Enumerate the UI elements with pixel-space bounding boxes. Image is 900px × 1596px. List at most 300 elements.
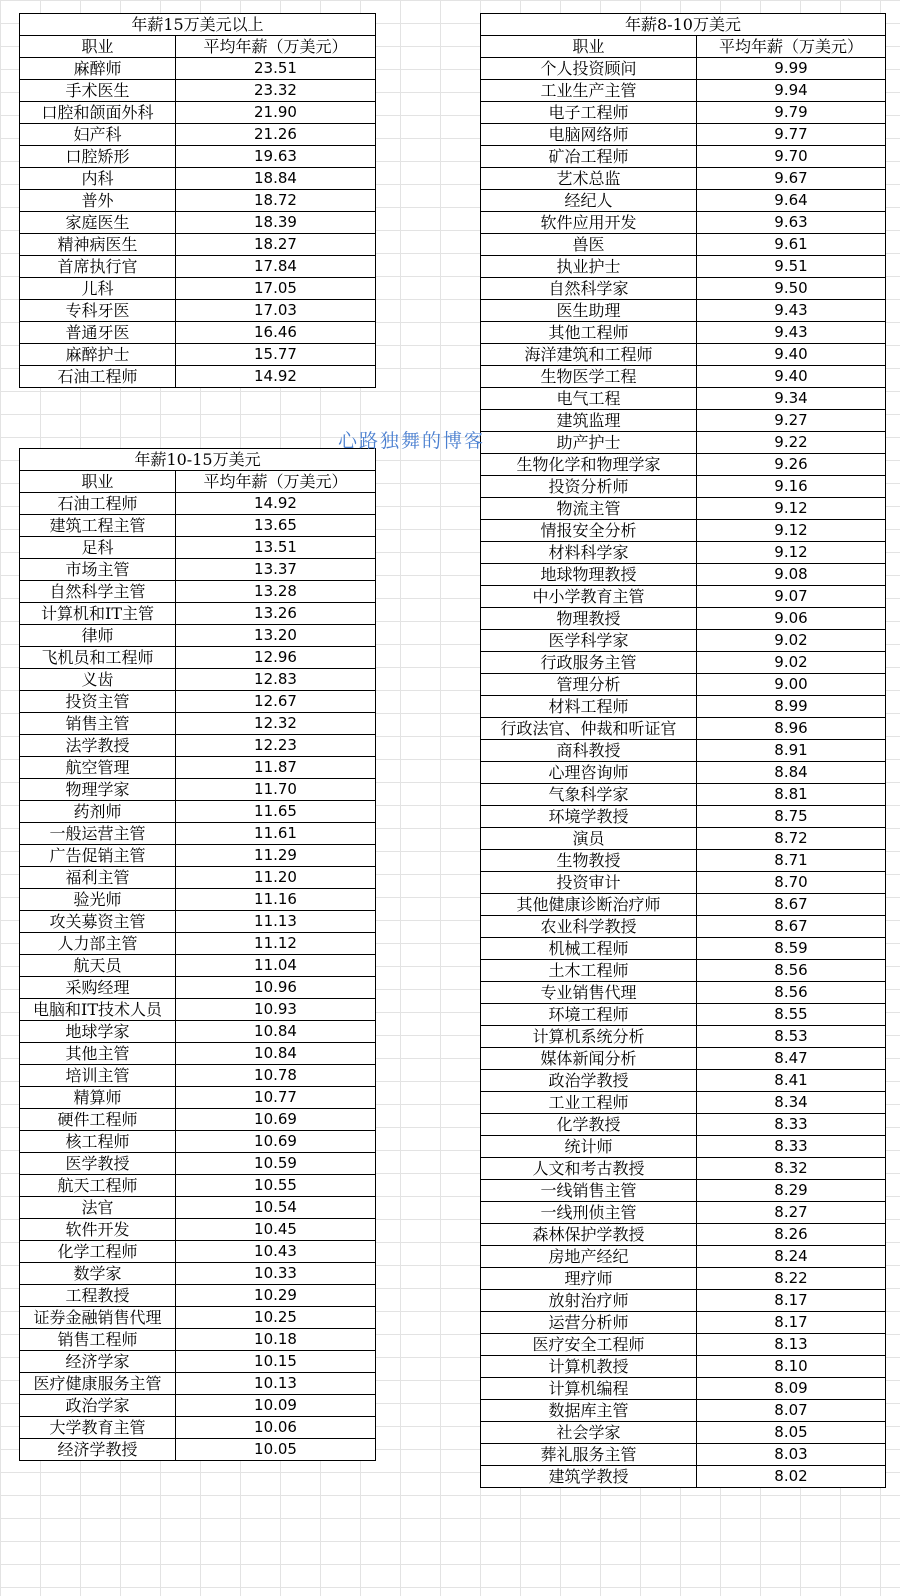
salary-cell: 9.12 — [697, 498, 886, 520]
table-row — [20, 1417, 376, 1439]
table-row — [481, 916, 886, 938]
table-row — [20, 1439, 376, 1461]
table-row — [20, 1219, 376, 1241]
table-row — [481, 762, 886, 784]
table-row — [20, 1065, 376, 1087]
occupation-cell: 森林保护学教授 — [481, 1224, 697, 1246]
occupation-cell: 电脑和IT技术人员 — [20, 999, 176, 1021]
table-row — [481, 674, 886, 696]
occupation-cell: 精神病医生 — [20, 234, 176, 256]
table-row — [20, 493, 376, 515]
occupation-cell: 航天工程师 — [20, 1175, 176, 1197]
salary-cell: 10.93 — [176, 999, 376, 1021]
table-row — [20, 1285, 376, 1307]
salary-cell: 8.27 — [697, 1202, 886, 1224]
salary-cell: 8.56 — [697, 960, 886, 982]
salary-cell: 18.84 — [176, 168, 376, 190]
table-row — [481, 476, 886, 498]
salary-cell: 23.51 — [176, 58, 376, 80]
salary-cell: 12.23 — [176, 735, 376, 757]
salary-table-10-15 — [19, 448, 376, 1461]
salary-cell: 10.15 — [176, 1351, 376, 1373]
salary-cell: 21.26 — [176, 124, 376, 146]
occupation-cell: 药剂师 — [20, 801, 176, 823]
table-row — [20, 1263, 376, 1285]
table-row — [20, 1021, 376, 1043]
salary-cell: 8.67 — [697, 916, 886, 938]
salary-cell: 11.12 — [176, 933, 376, 955]
occupation-cell: 儿科 — [20, 278, 176, 300]
table-row — [20, 581, 376, 603]
salary-cell: 18.39 — [176, 212, 376, 234]
table-row — [20, 102, 376, 124]
occupation-cell: 医疗健康服务主管 — [20, 1373, 176, 1395]
salary-cell: 9.26 — [697, 454, 886, 476]
table-row — [481, 938, 886, 960]
table-row — [481, 1444, 886, 1466]
table-row — [20, 58, 376, 80]
occupation-cell: 生物化学和物理学家 — [481, 454, 697, 476]
occupation-cell: 工程教授 — [20, 1285, 176, 1307]
table-row — [481, 146, 886, 168]
table-row — [20, 1153, 376, 1175]
occupation-cell: 验光师 — [20, 889, 176, 911]
occupation-cell: 机械工程师 — [481, 938, 697, 960]
salary-cell: 8.47 — [697, 1048, 886, 1070]
occupation-cell: 媒体新闻分析 — [481, 1048, 697, 1070]
salary-cell: 9.07 — [697, 586, 886, 608]
salary-cell: 11.65 — [176, 801, 376, 823]
occupation-cell: 物流主管 — [481, 498, 697, 520]
occupation-cell: 一般运营主管 — [20, 823, 176, 845]
table-row — [481, 1356, 886, 1378]
occupation-cell: 家庭医生 — [20, 212, 176, 234]
salary-cell: 11.29 — [176, 845, 376, 867]
occupation-cell: 中小学教育主管 — [481, 586, 697, 608]
occupation-cell: 海洋建筑和工程师 — [481, 344, 697, 366]
salary-cell: 10.25 — [176, 1307, 376, 1329]
salary-cell: 9.77 — [697, 124, 886, 146]
table-row — [481, 520, 886, 542]
table-row — [20, 278, 376, 300]
occupation-cell: 经济学教授 — [20, 1439, 176, 1461]
occupation-cell: 投资审计 — [481, 872, 697, 894]
table-row — [481, 80, 886, 102]
table-row — [481, 828, 886, 850]
salary-cell: 13.28 — [176, 581, 376, 603]
occupation-cell: 土木工程师 — [481, 960, 697, 982]
table-row — [20, 1087, 376, 1109]
table-row — [20, 212, 376, 234]
occupation-cell: 建筑工程主管 — [20, 515, 176, 537]
salary-cell: 8.84 — [697, 762, 886, 784]
table-row — [20, 1351, 376, 1373]
occupation-cell: 麻醉师 — [20, 58, 176, 80]
salary-cell: 10.69 — [176, 1131, 376, 1153]
salary-cell: 9.94 — [697, 80, 886, 102]
salary-cell: 17.05 — [176, 278, 376, 300]
table-row — [481, 212, 886, 234]
occupation-cell: 法官 — [20, 1197, 176, 1219]
occupation-cell: 环境工程师 — [481, 1004, 697, 1026]
occupation-cell: 医生助理 — [481, 300, 697, 322]
table-row — [481, 1224, 886, 1246]
table-row — [481, 1466, 886, 1488]
table-row — [481, 894, 886, 916]
table-title-row — [20, 14, 376, 36]
occupation-cell: 个人投资顾问 — [481, 58, 697, 80]
salary-cell: 9.40 — [697, 344, 886, 366]
salary-cell: 8.24 — [697, 1246, 886, 1268]
occupation-cell: 计算机编程 — [481, 1378, 697, 1400]
salary-cell: 8.56 — [697, 982, 886, 1004]
salary-cell: 10.45 — [176, 1219, 376, 1241]
table-row — [20, 889, 376, 911]
table-row — [20, 1131, 376, 1153]
salary-cell: 12.96 — [176, 647, 376, 669]
occupation-cell: 大学教育主管 — [20, 1417, 176, 1439]
occupation-cell: 建筑学教授 — [481, 1466, 697, 1488]
table-row — [481, 1070, 886, 1092]
salary-cell: 9.43 — [697, 300, 886, 322]
salary-cell: 9.02 — [697, 630, 886, 652]
occupation-cell: 地球学家 — [20, 1021, 176, 1043]
salary-cell: 8.22 — [697, 1268, 886, 1290]
occupation-cell: 助产护士 — [481, 432, 697, 454]
table-row — [20, 625, 376, 647]
occupation-cell: 妇产科 — [20, 124, 176, 146]
column-header-salary: 平均年薪（万美元） — [176, 36, 376, 58]
occupation-cell: 行政服务主管 — [481, 652, 697, 674]
occupation-cell: 演员 — [481, 828, 697, 850]
occupation-cell: 行政法官、仲裁和听证官 — [481, 718, 697, 740]
occupation-cell: 其他主管 — [20, 1043, 176, 1065]
occupation-cell: 普通牙医 — [20, 322, 176, 344]
table-row — [481, 960, 886, 982]
occupation-cell: 其他健康诊断治疗师 — [481, 894, 697, 916]
occupation-cell: 麻醉护士 — [20, 344, 176, 366]
occupation-cell: 广告促销主管 — [20, 845, 176, 867]
occupation-cell: 化学工程师 — [20, 1241, 176, 1263]
occupation-cell: 攻关募资主管 — [20, 911, 176, 933]
table-header-row — [20, 36, 376, 58]
table-row — [481, 806, 886, 828]
table-row — [20, 1197, 376, 1219]
salary-cell: 13.65 — [176, 515, 376, 537]
column-header-salary: 平均年薪（万美元） — [697, 36, 886, 58]
occupation-cell: 社会学家 — [481, 1422, 697, 1444]
table-row — [20, 1175, 376, 1197]
table-row — [481, 278, 886, 300]
salary-cell: 9.70 — [697, 146, 886, 168]
occupation-cell: 自然科学家 — [481, 278, 697, 300]
salary-cell: 8.59 — [697, 938, 886, 960]
salary-cell: 10.05 — [176, 1439, 376, 1461]
occupation-cell: 首席执行官 — [20, 256, 176, 278]
salary-cell: 10.18 — [176, 1329, 376, 1351]
table-row — [20, 1307, 376, 1329]
table-title: 年薪8-10万美元 — [481, 14, 886, 36]
occupation-cell: 医学教授 — [20, 1153, 176, 1175]
table-row — [481, 630, 886, 652]
salary-cell: 21.90 — [176, 102, 376, 124]
salary-cell: 11.16 — [176, 889, 376, 911]
salary-cell: 8.99 — [697, 696, 886, 718]
occupation-cell: 管理分析 — [481, 674, 697, 696]
occupation-cell: 培训主管 — [20, 1065, 176, 1087]
table-row — [20, 801, 376, 823]
salary-cell: 8.71 — [697, 850, 886, 872]
salary-cell: 13.26 — [176, 603, 376, 625]
occupation-cell: 法学教授 — [20, 735, 176, 757]
occupation-cell: 放射治疗师 — [481, 1290, 697, 1312]
table-row — [20, 190, 376, 212]
occupation-cell: 航空管理 — [20, 757, 176, 779]
salary-cell: 8.81 — [697, 784, 886, 806]
salary-cell: 10.13 — [176, 1373, 376, 1395]
salary-cell: 9.40 — [697, 366, 886, 388]
occupation-cell: 投资主管 — [20, 691, 176, 713]
occupation-cell: 数学家 — [20, 1263, 176, 1285]
occupation-cell: 飞机员和工程师 — [20, 647, 176, 669]
table-row — [20, 322, 376, 344]
occupation-cell: 心理咨询师 — [481, 762, 697, 784]
salary-cell: 9.16 — [697, 476, 886, 498]
salary-cell: 9.43 — [697, 322, 886, 344]
table-row — [20, 1241, 376, 1263]
occupation-cell: 投资分析师 — [481, 476, 697, 498]
table-row — [481, 388, 886, 410]
salary-cell: 9.12 — [697, 520, 886, 542]
table-row — [481, 322, 886, 344]
occupation-cell: 软件应用开发 — [481, 212, 697, 234]
salary-cell: 8.96 — [697, 718, 886, 740]
salary-cell: 10.09 — [176, 1395, 376, 1417]
table-header-row — [20, 471, 376, 493]
occupation-cell: 数据库主管 — [481, 1400, 697, 1422]
salary-cell: 14.92 — [176, 493, 376, 515]
table-row — [481, 410, 886, 432]
salary-cell: 11.13 — [176, 911, 376, 933]
occupation-cell: 兽医 — [481, 234, 697, 256]
salary-cell: 9.61 — [697, 234, 886, 256]
salary-cell: 8.17 — [697, 1290, 886, 1312]
salary-cell: 10.55 — [176, 1175, 376, 1197]
table-row — [20, 933, 376, 955]
occupation-cell: 口腔矫形 — [20, 146, 176, 168]
blog-watermark: 心路独舞的博客 — [338, 430, 486, 452]
occupation-cell: 气象科学家 — [481, 784, 697, 806]
table-row — [20, 779, 376, 801]
occupation-cell: 经济学家 — [20, 1351, 176, 1373]
occupation-cell: 石油工程师 — [20, 493, 176, 515]
occupation-cell: 核工程师 — [20, 1131, 176, 1153]
table-row — [481, 586, 886, 608]
occupation-cell: 矿冶工程师 — [481, 146, 697, 168]
table-row — [481, 256, 886, 278]
table-row — [481, 168, 886, 190]
occupation-cell: 一线销售主管 — [481, 1180, 697, 1202]
occupation-cell: 物理学家 — [20, 779, 176, 801]
salary-cell: 9.99 — [697, 58, 886, 80]
salary-cell: 8.07 — [697, 1400, 886, 1422]
table-row — [20, 603, 376, 625]
occupation-cell: 义齿 — [20, 669, 176, 691]
table-row — [20, 845, 376, 867]
salary-cell: 15.77 — [176, 344, 376, 366]
table-row — [481, 850, 886, 872]
table-row — [481, 432, 886, 454]
table-row — [20, 669, 376, 691]
occupation-cell: 工业工程师 — [481, 1092, 697, 1114]
occupation-cell: 市场主管 — [20, 559, 176, 581]
salary-cell: 10.77 — [176, 1087, 376, 1109]
table-title-row — [481, 14, 886, 36]
salary-cell: 18.27 — [176, 234, 376, 256]
occupation-cell: 软件开发 — [20, 1219, 176, 1241]
occupation-cell: 葬礼服务主管 — [481, 1444, 697, 1466]
table-row — [481, 1092, 886, 1114]
table-row — [20, 146, 376, 168]
salary-cell: 8.03 — [697, 1444, 886, 1466]
table-row — [481, 1158, 886, 1180]
salary-cell: 8.13 — [697, 1334, 886, 1356]
salary-cell: 9.51 — [697, 256, 886, 278]
table-row — [481, 58, 886, 80]
table-row — [20, 80, 376, 102]
salary-cell: 9.06 — [697, 608, 886, 630]
occupation-cell: 口腔和颌面外科 — [20, 102, 176, 124]
occupation-cell: 律师 — [20, 625, 176, 647]
table-row — [481, 872, 886, 894]
salary-cell: 8.34 — [697, 1092, 886, 1114]
column-header-salary: 平均年薪（万美元） — [176, 471, 376, 493]
occupation-cell: 政治学教授 — [481, 1070, 697, 1092]
occupation-cell: 医学科学家 — [481, 630, 697, 652]
occupation-cell: 计算机系统分析 — [481, 1026, 697, 1048]
table-row — [481, 1114, 886, 1136]
table-row — [481, 1334, 886, 1356]
table-row — [20, 366, 376, 388]
table-header-row — [481, 36, 886, 58]
occupation-cell: 人文和考古教授 — [481, 1158, 697, 1180]
salary-cell: 9.02 — [697, 652, 886, 674]
salary-cell: 8.41 — [697, 1070, 886, 1092]
salary-cell: 8.32 — [697, 1158, 886, 1180]
table-row — [20, 1043, 376, 1065]
occupation-cell: 农业科学教授 — [481, 916, 697, 938]
salary-cell: 8.05 — [697, 1422, 886, 1444]
salary-cell: 8.09 — [697, 1378, 886, 1400]
table-row — [481, 718, 886, 740]
table-row — [481, 696, 886, 718]
salary-cell: 14.92 — [176, 366, 376, 388]
salary-cell: 9.34 — [697, 388, 886, 410]
salary-cell: 19.63 — [176, 146, 376, 168]
occupation-cell: 统计师 — [481, 1136, 697, 1158]
occupation-cell: 精算师 — [20, 1087, 176, 1109]
table-row — [20, 691, 376, 713]
table-row — [20, 735, 376, 757]
salary-cell: 9.12 — [697, 542, 886, 564]
salary-cell: 8.02 — [697, 1466, 886, 1488]
salary-cell: 11.70 — [176, 779, 376, 801]
occupation-cell: 专业销售代理 — [481, 982, 697, 1004]
table-row — [481, 1268, 886, 1290]
occupation-cell: 建筑监理 — [481, 410, 697, 432]
occupation-cell: 材料工程师 — [481, 696, 697, 718]
salary-cell: 9.79 — [697, 102, 886, 124]
salary-cell: 9.63 — [697, 212, 886, 234]
column-header-occupation: 职业 — [481, 36, 697, 58]
occupation-cell: 人力部主管 — [20, 933, 176, 955]
salary-cell: 10.96 — [176, 977, 376, 999]
salary-cell: 12.83 — [176, 669, 376, 691]
occupation-cell: 足科 — [20, 537, 176, 559]
salary-cell: 10.78 — [176, 1065, 376, 1087]
occupation-cell: 运营分析师 — [481, 1312, 697, 1334]
occupation-cell: 一线刑侦主管 — [481, 1202, 697, 1224]
salary-cell: 9.00 — [697, 674, 886, 696]
table-row — [20, 1329, 376, 1351]
salary-cell: 10.06 — [176, 1417, 376, 1439]
table-row — [481, 542, 886, 564]
table-title-row — [20, 449, 376, 471]
table-row — [20, 955, 376, 977]
table-row — [20, 168, 376, 190]
salary-cell: 10.33 — [176, 1263, 376, 1285]
salary-cell: 11.61 — [176, 823, 376, 845]
table-row — [481, 608, 886, 630]
table-row — [481, 1048, 886, 1070]
salary-cell: 8.33 — [697, 1114, 886, 1136]
table-row — [20, 977, 376, 999]
salary-cell: 8.55 — [697, 1004, 886, 1026]
occupation-cell: 电子工程师 — [481, 102, 697, 124]
occupation-cell: 销售主管 — [20, 713, 176, 735]
table-title: 年薪10-15万美元 — [20, 449, 376, 471]
table-row — [481, 1422, 886, 1444]
table-row — [481, 300, 886, 322]
occupation-cell: 计算机教授 — [481, 1356, 697, 1378]
table-row — [481, 1290, 886, 1312]
table-row — [481, 652, 886, 674]
salary-cell: 11.87 — [176, 757, 376, 779]
table-row — [481, 498, 886, 520]
salary-cell: 9.67 — [697, 168, 886, 190]
table-row — [481, 366, 886, 388]
salary-cell: 8.75 — [697, 806, 886, 828]
occupation-cell: 专科牙医 — [20, 300, 176, 322]
salary-cell: 13.20 — [176, 625, 376, 647]
salary-cell: 8.10 — [697, 1356, 886, 1378]
salary-cell: 13.51 — [176, 537, 376, 559]
table-row — [20, 559, 376, 581]
table-row — [20, 1395, 376, 1417]
occupation-cell: 情报安全分析 — [481, 520, 697, 542]
table-row — [481, 1312, 886, 1334]
table-row — [481, 982, 886, 1004]
salary-cell: 10.84 — [176, 1043, 376, 1065]
table-row — [481, 784, 886, 806]
occupation-cell: 化学教授 — [481, 1114, 697, 1136]
salary-cell: 12.67 — [176, 691, 376, 713]
salary-cell: 10.54 — [176, 1197, 376, 1219]
occupation-cell: 石油工程师 — [20, 366, 176, 388]
salary-cell: 17.84 — [176, 256, 376, 278]
table-row — [20, 344, 376, 366]
occupation-cell: 销售工程师 — [20, 1329, 176, 1351]
